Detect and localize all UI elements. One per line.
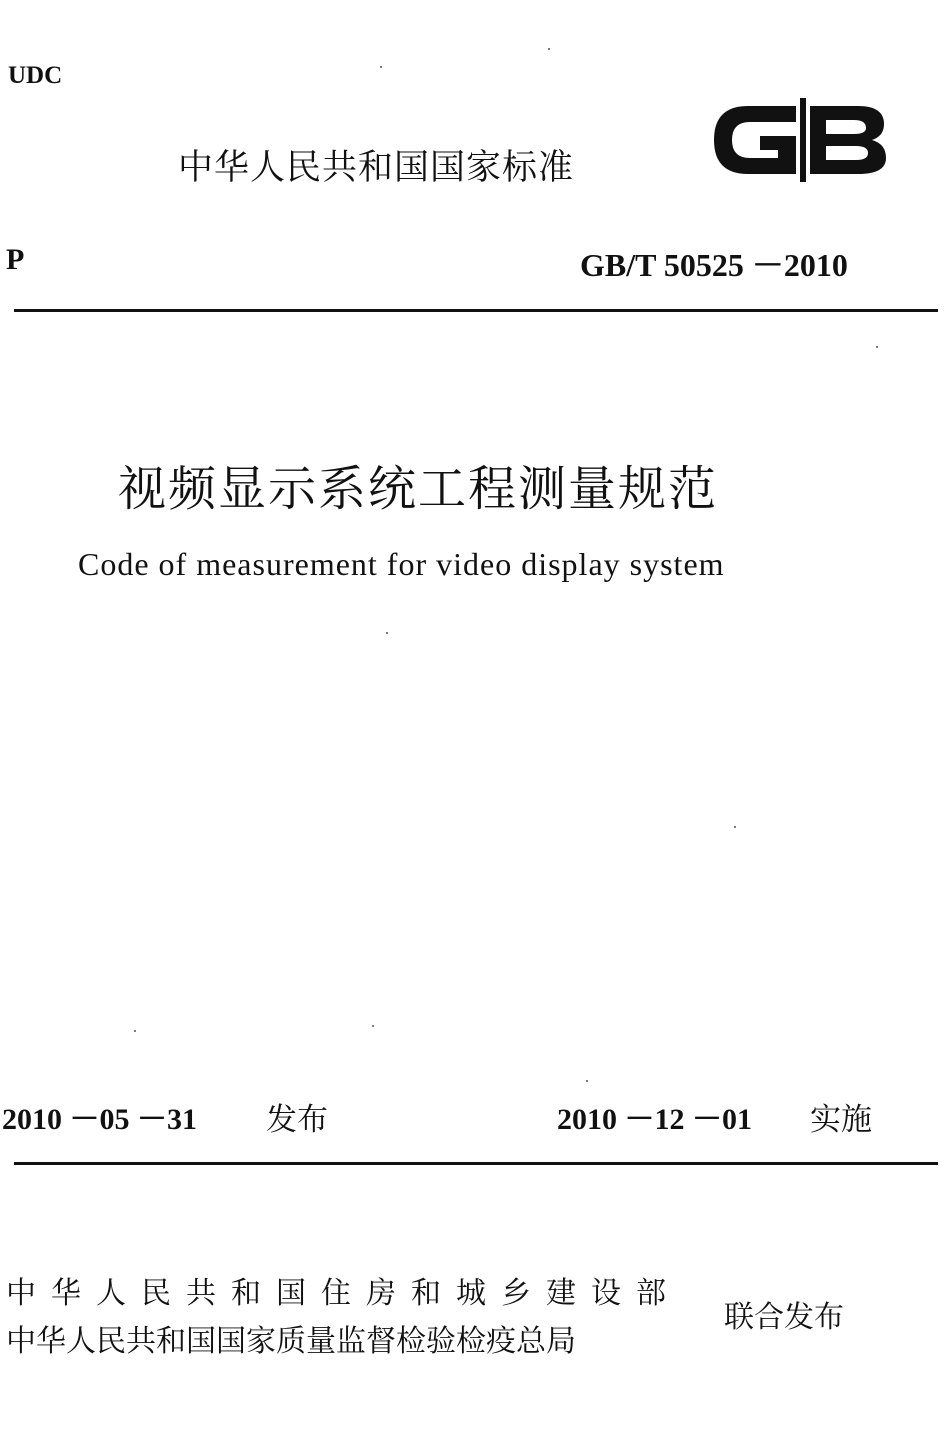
publish-date: 2010 －05 －31 <box>2 1103 197 1136</box>
udc-label: UDC <box>8 62 63 89</box>
scan-speck <box>380 66 382 68</box>
scan-speck <box>372 1025 374 1027</box>
effective-label: 实施 <box>810 1102 872 1138</box>
issuer-aqsiq: 中华人民共和国国家质量监督检验检疫总局 <box>6 1324 576 1359</box>
title-chinese: 视频显示系统工程测量规范 <box>118 461 719 517</box>
effective-date: 2010 －12 －01 <box>557 1103 752 1136</box>
title-english: Code of measurement for video display system <box>78 546 725 582</box>
category-code: P <box>6 243 25 276</box>
issuer-ministry: 中华人民共和国住房和城乡建设部 <box>6 1276 681 1311</box>
scan-speck <box>734 826 736 828</box>
publish-label: 发布 <box>266 1102 328 1138</box>
bottom-divider <box>14 1162 938 1165</box>
standard-number: GB/T 50525 －2010 <box>580 247 848 283</box>
joint-issue-label: 联合发布 <box>724 1300 844 1335</box>
national-standard-heading: 中华人民共和国国家标准 <box>178 148 575 188</box>
top-divider <box>14 309 938 312</box>
scan-speck <box>386 632 388 634</box>
scan-speck <box>134 1030 136 1032</box>
scan-speck <box>586 1080 588 1082</box>
scan-speck <box>876 346 878 348</box>
gb-logo <box>708 92 888 188</box>
scan-speck <box>548 48 550 50</box>
